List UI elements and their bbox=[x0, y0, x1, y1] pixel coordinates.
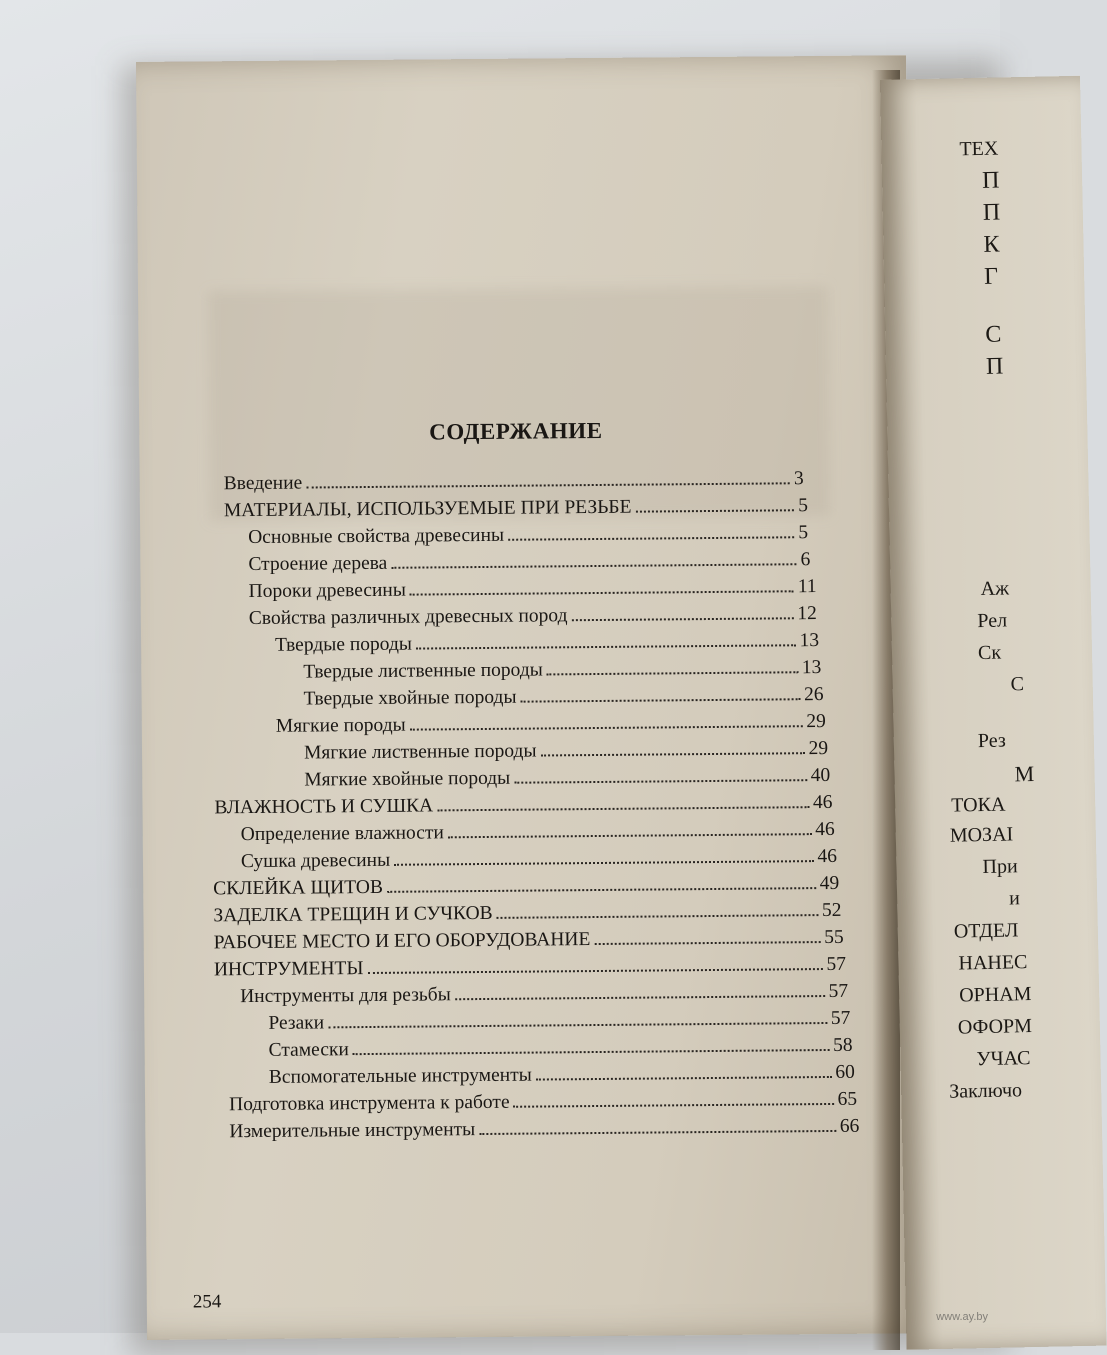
toc-entry-page: 46 bbox=[812, 791, 833, 814]
right-page-fragment: П bbox=[982, 199, 1001, 226]
toc-entry-label: ИНСТРУМЕНТЫ bbox=[213, 958, 364, 981]
table-of-contents bbox=[206, 56, 866, 1143]
toc-entry-label: Сушка древесины bbox=[240, 849, 391, 873]
toc-entry-page: 29 bbox=[806, 711, 826, 733]
toc-entry-page: 57 bbox=[830, 1007, 851, 1029]
toc-entry-label: Подготовка инструмента к работе bbox=[229, 1091, 510, 1116]
toc-entry-page: 46 bbox=[815, 818, 835, 841]
right-page-fragment: П bbox=[985, 353, 1004, 380]
toc-entry-label: Мягкие породы bbox=[275, 714, 406, 737]
right-page-fragment: При bbox=[982, 855, 1018, 879]
toc-entry-label: Твердые породы bbox=[275, 633, 413, 656]
toc-entry-page: 5 bbox=[798, 495, 808, 517]
toc-entry bbox=[304, 736, 828, 767]
toc-entry-label: Твердые хвойные породы bbox=[303, 686, 517, 710]
toc-entry-label: Основные свойства древесины bbox=[248, 524, 505, 549]
toc-entry-page: 52 bbox=[821, 899, 842, 922]
dot-leader bbox=[636, 509, 795, 512]
toc-entry bbox=[304, 763, 830, 794]
toc-entry bbox=[229, 1114, 859, 1145]
dot-leader bbox=[394, 860, 813, 866]
dot-leader bbox=[514, 779, 807, 784]
toc-entry-page: 49 bbox=[819, 872, 840, 895]
toc-entry bbox=[269, 1033, 853, 1064]
right-page-fragment: ТОКА bbox=[950, 793, 1006, 817]
right-page-fragment: ОТДЕЛ bbox=[953, 919, 1019, 943]
toc-entry bbox=[241, 817, 835, 848]
right-page-fragment: С bbox=[1010, 673, 1025, 696]
dot-leader bbox=[479, 1130, 836, 1135]
toc-entry-page: 13 bbox=[799, 630, 820, 652]
dot-leader bbox=[455, 995, 825, 1000]
toc-entry-label: Твердые лиственные породы bbox=[303, 659, 543, 683]
toc-entry-page: 26 bbox=[803, 684, 824, 706]
toc-entry-page: 55 bbox=[824, 926, 844, 949]
right-page-fragment: УЧАС bbox=[976, 1047, 1031, 1071]
toc-entry bbox=[241, 844, 837, 875]
right-page-fragment: С bbox=[985, 321, 1002, 348]
toc-entry bbox=[214, 790, 832, 821]
toc-entry bbox=[214, 925, 844, 956]
toc-entry-label: Резаки bbox=[268, 1012, 325, 1034]
toc-entry-label: ЗАДЕЛКА ТРЕЩИН И СУЧКОВ bbox=[213, 902, 493, 927]
toc-entry bbox=[269, 1060, 855, 1091]
right-page-fragment: Г bbox=[983, 263, 999, 290]
toc-entry-label: Мягкие лиственные породы bbox=[303, 740, 537, 764]
dot-leader bbox=[387, 887, 816, 893]
toc-entry-label: Пороки древесины bbox=[248, 579, 407, 603]
toc-entry bbox=[248, 547, 810, 578]
toc-entry-label: Введение bbox=[223, 472, 303, 495]
toc-entry-page: 58 bbox=[833, 1034, 853, 1056]
right-page-fragment: Ск bbox=[977, 641, 1002, 665]
toc-entry bbox=[276, 709, 826, 740]
toc-entry-label: Измерительные инструменты bbox=[229, 1119, 476, 1143]
toc-entry-label: Свойства различных древесных пород bbox=[248, 605, 568, 630]
toc-entry-page: 29 bbox=[808, 737, 829, 760]
toc-entry bbox=[224, 493, 808, 524]
right-page-fragment: М bbox=[1014, 760, 1035, 787]
toc-entry-label: Мягкие хвойные породы bbox=[304, 767, 511, 791]
toc-entry-page: 5 bbox=[798, 522, 809, 544]
right-page-fragment: Аж bbox=[980, 577, 1010, 601]
right-page-fragment: Заключо bbox=[948, 1079, 1023, 1103]
toc-entry bbox=[229, 1087, 857, 1118]
dot-leader bbox=[547, 671, 798, 675]
dot-leader bbox=[541, 752, 805, 756]
toc-entry-page: 57 bbox=[826, 953, 846, 976]
left-page bbox=[136, 55, 917, 1340]
toc-entry-label: Стамески bbox=[268, 1039, 349, 1061]
dot-leader bbox=[521, 698, 801, 702]
dot-leader bbox=[571, 617, 793, 621]
right-page bbox=[880, 76, 1107, 1350]
toc-entry-page: 3 bbox=[793, 468, 804, 490]
dot-leader bbox=[306, 482, 790, 488]
dot-leader bbox=[367, 968, 822, 974]
dot-leader bbox=[410, 590, 794, 595]
toc-entry-label: Строение дерева bbox=[248, 552, 388, 576]
dot-leader bbox=[594, 941, 820, 945]
toc-entry bbox=[213, 871, 839, 902]
toc-entry-label: РАБОЧЕЕ МЕСТО И ЕГО ОБОРУДОВАНИЕ bbox=[213, 929, 591, 954]
toc-title: СОДЕРЖАНИЕ bbox=[429, 417, 603, 445]
dot-leader bbox=[437, 806, 809, 811]
toc-entry bbox=[213, 898, 841, 929]
dot-leader bbox=[514, 1103, 834, 1108]
toc-entry bbox=[268, 1006, 850, 1037]
toc-entry-page: 11 bbox=[797, 576, 817, 598]
toc-entry-page: 13 bbox=[801, 657, 822, 679]
toc-entry-page: 66 bbox=[839, 1115, 860, 1137]
toc-entry bbox=[249, 574, 817, 605]
dot-leader bbox=[416, 644, 796, 649]
toc-entry bbox=[275, 628, 819, 659]
toc-entry-page: 46 bbox=[817, 845, 838, 868]
dot-leader bbox=[410, 725, 803, 730]
right-page-fragment: и bbox=[1008, 887, 1021, 910]
toc-entry-page: 12 bbox=[797, 603, 817, 625]
page-number: 254 bbox=[192, 1291, 222, 1313]
toc-entry bbox=[214, 952, 846, 984]
right-page-fragment: ОРНАМ bbox=[958, 983, 1032, 1007]
right-page-fragment: МОЗАІ bbox=[949, 823, 1014, 847]
toc-entry-label: ВЛАЖНОСТЬ И СУШКА bbox=[214, 795, 434, 819]
dot-leader bbox=[508, 536, 794, 540]
toc-entry-label: СКЛЕЙКА ЩИТОВ bbox=[213, 876, 384, 900]
right-page-fragment: ОФОРМ bbox=[957, 1015, 1033, 1039]
toc-entry-label: МАТЕРИАЛЫ, ИСПОЛЬЗУЕМЫЕ ПРИ РЕЗЬБЕ bbox=[223, 496, 632, 522]
dot-leader bbox=[448, 833, 811, 838]
dot-leader bbox=[536, 1076, 832, 1081]
dot-leader bbox=[328, 1022, 827, 1028]
toc-entry-page: 60 bbox=[835, 1061, 855, 1083]
toc-entry bbox=[249, 601, 817, 632]
toc-entry-page: 40 bbox=[810, 764, 831, 787]
watermark: www.ay.by bbox=[936, 1311, 988, 1323]
dot-leader bbox=[497, 914, 818, 919]
toc-entry-label: Вспомогательные инструменты bbox=[268, 1064, 532, 1088]
dot-leader bbox=[391, 563, 796, 569]
right-page-fragment: НАНЕС bbox=[958, 951, 1028, 975]
toc-entry-label: Определение влажности bbox=[240, 822, 444, 846]
dot-leader bbox=[353, 1049, 829, 1055]
right-page-fragment: Рез bbox=[977, 729, 1006, 753]
toc-entry bbox=[303, 655, 821, 686]
right-page-fragment: К bbox=[983, 231, 1000, 258]
right-page-fragment: ТЕХ bbox=[959, 137, 999, 161]
toc-entry bbox=[240, 979, 848, 1010]
right-page-fragment: Рел bbox=[977, 609, 1008, 633]
toc-entry-page: 6 bbox=[800, 549, 811, 571]
toc-entry-page: 57 bbox=[828, 980, 849, 1002]
toc-entry bbox=[248, 520, 808, 551]
toc-entry bbox=[303, 682, 823, 713]
right-page-fragment: П bbox=[981, 167, 1000, 194]
toc-entry-label: Инструменты для резьбы bbox=[240, 984, 451, 1008]
toc-entry-page: 65 bbox=[837, 1088, 858, 1110]
toc-entry bbox=[224, 466, 804, 497]
